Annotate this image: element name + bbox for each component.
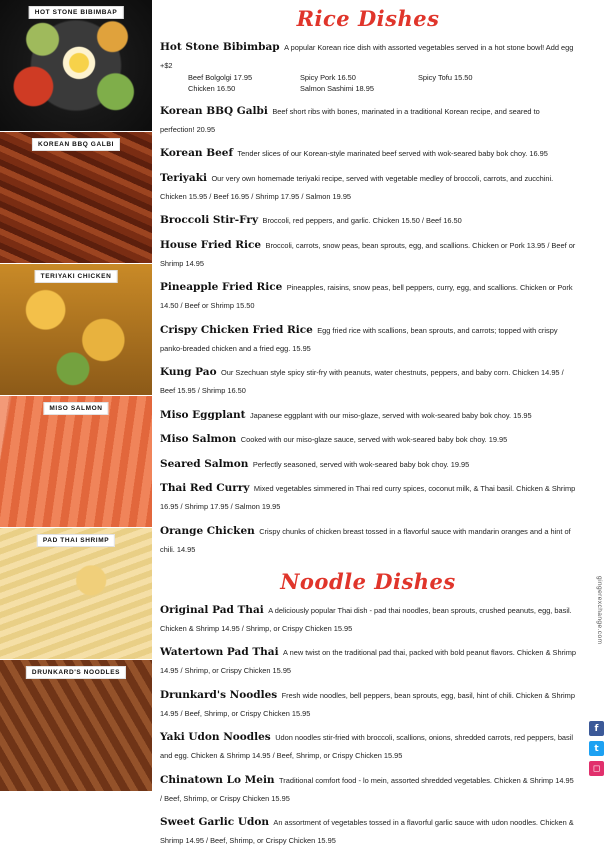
photo-teriyaki-chicken: [0, 264, 152, 396]
menu-item-description: A popular Korean rice dish with assorted vegetables served in a hot stone bowl! Add egg +$2: [160, 43, 574, 70]
menu-item-name: Broccoli Stir-Fry: [160, 214, 259, 227]
twitter-icon[interactable]: t: [589, 741, 604, 756]
menu-item-description: Pineapples, raisins, snow peas, bell peppers, curry, egg, and scallions. Chicken or Pork 14.50 / Beef or Shrimp 15.50: [160, 283, 573, 311]
menu-item: [160, 429, 576, 447]
menu-item: [160, 235, 576, 271]
menu-item-name: Original Pad Thai: [160, 603, 264, 616]
menu-item-description: Udon noodles stir-fried with broccoli, scallions, onions, shredded carrots, red peppers, basil and egg. Chicken & Shrimp 14.95 / Beef, Shrimp, or Crispy Chicken 15.95: [160, 733, 574, 761]
menu-item-description: Traditional comfort food - lo mein, assorted shredded vegetables. Chicken & Shrimp 14.95 / Beef, Shrimp, or Crispy Chicken 15.95: [160, 775, 574, 803]
menu-item: [160, 812, 576, 848]
photo-caption: PAD THAI SHRIMP: [37, 534, 115, 547]
menu-item-name: Pineapple Fried Rice: [160, 281, 283, 294]
menu-item-name: Crispy Chicken Fried Rice: [160, 323, 313, 336]
menu-item: [160, 143, 576, 161]
menu-item: [160, 685, 576, 721]
menu-item-name: Teriyaki: [160, 171, 207, 184]
menu-item: [160, 101, 576, 137]
menu-item-description: Fresh wide noodles, bell peppers, bean sprouts, egg, basil, hint of chili. Chicken & Shrimp 14.95 / Beef, Shrimp, or Crispy Chicken 15.95: [160, 690, 575, 718]
menu-item-name: Hot Stone Bibimbap: [160, 41, 280, 53]
menu-item-description: An assortment of vegetables tossed in a flavorful garlic sauce with udon noodles. Chicken & Shrimp 14.95 / Beef, Shrimp, or Crispy Chicken 15.95: [160, 818, 574, 846]
photo-korean-bbq-galbi: [0, 132, 152, 264]
section-title-rice-dishes: Rice Dishes: [296, 6, 440, 31]
menu-item-name: Miso Salmon: [160, 433, 237, 446]
menu-item-description: Beef short ribs with bones, marinated in a traditional Korean recipe, and seared to perfection! 20.95: [160, 106, 540, 134]
menu-item-name: House Fried Rice: [160, 238, 262, 251]
menu-item-name: Miso Eggplant: [160, 408, 246, 421]
facebook-icon[interactable]: f: [589, 721, 604, 736]
menu-item-description: Crispy chunks of chicken breast tossed in a flavorful sauce with mandarin oranges and a hint of chili. 14.95: [160, 526, 571, 554]
menu-item: [160, 168, 576, 204]
menu-item-description: Cooked with our miso-glaze sauce, served with wok-seared baby bok choy. 19.95: [240, 435, 508, 445]
menu-item: [160, 521, 576, 557]
menu-item: [160, 478, 576, 514]
menu-item-name: Sweet Garlic Udon: [160, 816, 269, 829]
menu-item: [160, 37, 576, 94]
photo-caption: DRUNKARD'S NOODLES: [26, 666, 126, 679]
menu-item: [160, 210, 576, 228]
menu-item: [160, 277, 576, 313]
price-cell: Spicy Tofu 15.50: [418, 73, 473, 82]
menu-item-name: Watertown Pad Thai: [160, 646, 279, 659]
instagram-icon[interactable]: ◻: [589, 761, 604, 776]
menu-item-name: Korean BBQ Galbi: [160, 104, 268, 117]
website-url: gingerexchange.com: [596, 575, 603, 644]
price-cell: [418, 84, 508, 95]
menu-item: [160, 770, 576, 806]
menu-item: [160, 362, 576, 398]
menu-item: [160, 600, 576, 636]
menu-item-description: Broccoli, carrots, snow peas, bean sprouts, egg, and scallions. Chicken or Pork 13.95 / Beef or Shrimp 14.95: [160, 240, 576, 268]
menu-item: [160, 727, 576, 763]
menu-item-description: Our very own homemade teriyaki recipe, served with vegetable medley of broccoli, carrots, and zucchini. Chicken 15.95 / Beef 16.95 / Shrimp 17.95 / Salmon 19.95: [160, 173, 554, 201]
menu-item: [160, 642, 576, 678]
menu-item-name: Seared Salmon: [160, 457, 249, 470]
menu-item-description: Japanese eggplant with our miso-glaze, served with wok-seared baby bok choy. 15.95: [249, 410, 532, 420]
photo-pad-thai-shrimp: [0, 528, 152, 660]
section-title-noodle-dishes: Noodle Dishes: [280, 568, 456, 594]
menu-item-name: Korean Beef: [160, 147, 233, 160]
photo-caption: KOREAN BBQ GALBI: [32, 138, 120, 151]
menu-item-name: Chinatown Lo Mein: [160, 773, 275, 786]
menu-item-name: Yaki Udon Noodles: [160, 731, 271, 744]
menu-item-description: Mixed vegetables simmered in Thai red curry spices, coconut milk, & Thai basil. Chicken & Shrimp 16.95 / Shrimp 17.95 / Salmon 19.95: [160, 484, 576, 512]
menu-item-name: Drunkard's Noodles: [160, 688, 278, 701]
menu-item: [160, 454, 576, 472]
menu-content: [160, 0, 576, 846]
price-cell: Beef Bolgolgi 17.95: [188, 73, 253, 82]
menu-item-description: Egg fried rice with scallions, bean sprouts, and carrots; topped with crispy panko-breaded chicken and a fried egg. 15.95: [160, 325, 558, 353]
right-rail: [576, 0, 612, 792]
photo-miso-salmon: [0, 396, 152, 528]
price-cell: Chicken 16.50: [188, 83, 236, 93]
menu-item-description: A new twist on the traditional pad thai, packed with bold peanut flavors. Chicken & Shrimp 14.95 / Shrimp, or Crispy Chicken 15.95: [160, 648, 576, 676]
photo-caption: MISO SALMON: [43, 402, 108, 415]
photo-column: [0, 0, 152, 792]
photo-drunkards-noodles: [0, 660, 152, 792]
menu-item-description: Tender slices of our Korean-style marinated beef served with wok-seared baby bok choy. 16.95: [237, 149, 548, 159]
menu-item-description: Broccoli, red peppers, and garlic. Chicken 15.50 / Beef 16.50: [262, 216, 462, 226]
photo-caption: TERIYAKI CHICKEN: [35, 270, 118, 283]
menu-item-description: A deliciously popular Thai dish - pad thai noodles, bean sprouts, crushed peanuts, egg, basil. Chicken & Shrimp 14.95 / Shrimp, or Crispy Chicken 15.95: [160, 605, 572, 633]
menu-item-price-row: [188, 73, 576, 84]
price-cell: Salmon Sashimi 18.95: [300, 83, 374, 93]
menu-item-price-row: [188, 84, 576, 95]
menu-item: [160, 405, 576, 423]
photo-caption: HOT STONE BIBIMBAP: [29, 6, 124, 19]
social-links: [589, 721, 604, 776]
price-cell: Spicy Pork 16.50: [300, 73, 356, 82]
menu-item-description: Perfectly seasoned, served with wok-seared baby bok choy. 19.95: [252, 459, 470, 469]
menu-item-description: Our Szechuan style spicy stir-fry with peanuts, water chestnuts, peppers, and baby corn. Chicken 14.95 / Beef 15.95 / Shrimp 16.50: [160, 368, 564, 396]
menu-item: [160, 320, 576, 356]
menu-item-name: Thai Red Curry: [160, 482, 250, 495]
menu-item-name: Kung Pao: [160, 366, 217, 379]
photo-hot-stone-bibimbap: [0, 0, 152, 132]
menu-item-name: Orange Chicken: [160, 524, 255, 537]
